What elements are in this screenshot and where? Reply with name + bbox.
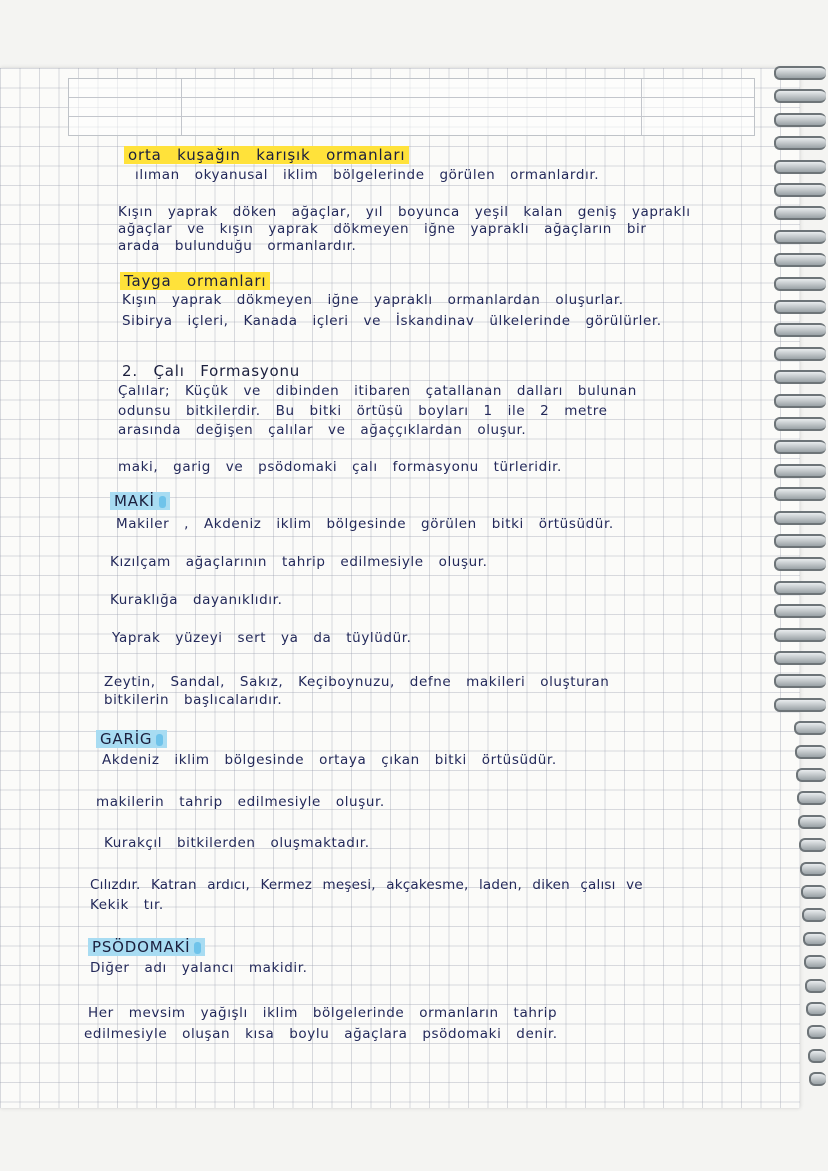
text-line: makilerin tahrip edilmesiyle oluşur. [96, 794, 385, 810]
heading-psodomaki [88, 938, 205, 956]
heading-garig [96, 730, 167, 748]
text-line: Cılızdır. Katran ardıcı, Kermez meşesi, akçakesme, laden, diken çalısı ve [90, 877, 643, 893]
highlighter-mark-icon [156, 734, 163, 746]
text-line: odunsu bitkilerdir. Bu bitki örtüsü boyları 1 ile 2 metre [118, 403, 608, 419]
text-line: Kışın yaprak dökmeyen iğne yapraklı ormanlardan oluşurlar. [122, 292, 624, 308]
text-line: Zeytin, Sandal, Sakız, Keçiboynuzu, defne makileri oluşturan [104, 674, 610, 690]
text-line: Diğer adı yalancı makidir. [90, 960, 308, 976]
text-line: Kurakçıl bitkilerden oluşmaktadır. [104, 835, 370, 851]
text-line: Sibirya içleri, Kanada içleri ve İskandinav ülkelerinde görülürler. [122, 313, 662, 329]
text-line: Her mevsim yağışlı iklim bölgelerinde ormanların tahrip [88, 1005, 558, 1021]
heading-garig-text: GARİG [100, 730, 153, 748]
text-line: Kızılçam ağaçlarının tahrip edilmesiyle oluşur. [110, 554, 488, 570]
text-line: Kekik tır. [90, 897, 164, 913]
text-line: edilmesiyle oluşan kısa boylu ağaçlara psödomaki denir. [84, 1026, 558, 1042]
heading-tayga: Tayga ormanları [120, 272, 270, 290]
text-line: Çalılar; Küçük ve dibinden itibaren çatallanan dalları bulunan [118, 383, 637, 399]
highlighter-mark-icon [194, 942, 201, 954]
text-line: ılıman okyanusal iklim bölgelerinde görülen ormanlardır. [135, 167, 600, 183]
heading-psodomaki-text: PSÖDOMAKİ [92, 938, 191, 956]
text-line: arasında değişen çalılar ve ağaççıklardan oluşur. [118, 422, 527, 438]
heading-cali-formasyonu: 2. Çalı Formasyonu [122, 362, 301, 380]
text-line: maki, garig ve psödomaki çalı formasyonu türleridir. [118, 459, 562, 475]
highlighter-mark-icon [159, 496, 166, 508]
text-line: bitkilerin başlıcalarıdır. [104, 692, 283, 708]
heading-maki [110, 492, 170, 510]
text-line: arada bulunduğu ormanlardır. [118, 238, 357, 254]
text-line: Akdeniz iklim bölgesinde ortaya çıkan bitki örtüsüdür. [102, 752, 557, 768]
text-line: ağaçlar ve kışın yaprak dökmeyen iğne yapraklı ağaçların bir [118, 221, 647, 237]
text-line: Kışın yaprak döken ağaçlar, yıl boyunca yeşil kalan geniş yapraklı [118, 204, 691, 220]
heading-orta-kusak: orta kuşağın karışık ormanları [124, 146, 409, 164]
heading-maki-text: MAKİ [114, 492, 155, 510]
text-line: Kuraklığa dayanıklıdır. [110, 592, 283, 608]
text-line: Makiler , Akdeniz iklim bölgesinde görülen bitki örtüsüdür. [116, 516, 614, 532]
text-line: Yaprak yüzeyi sert ya da tüylüdür. [112, 630, 412, 646]
